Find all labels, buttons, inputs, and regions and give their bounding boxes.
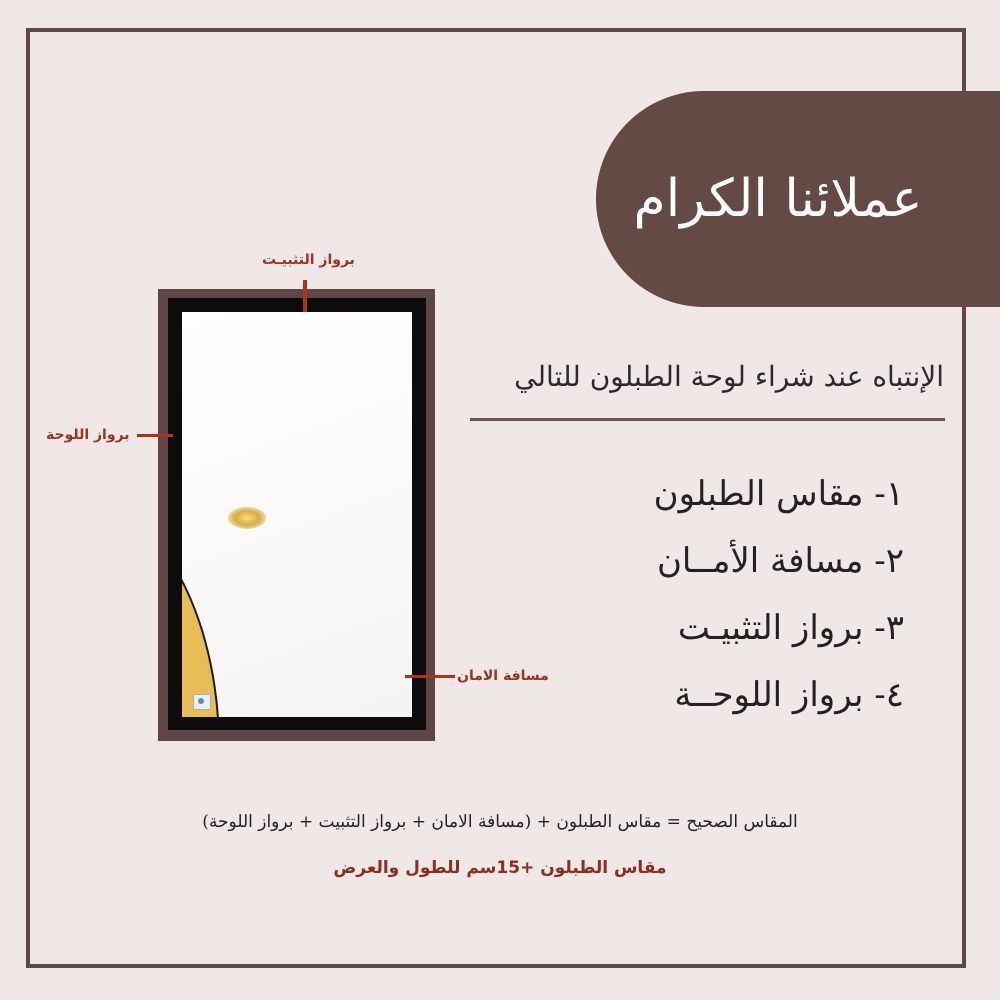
list-item: ٤- برواز اللوحــة bbox=[674, 675, 904, 715]
handle-icon bbox=[228, 507, 266, 529]
callout-line-top bbox=[303, 280, 307, 312]
header-banner bbox=[596, 91, 1000, 307]
checklist bbox=[544, 465, 904, 733]
callout-line-right bbox=[405, 675, 455, 678]
note-text: مقاس الطبلون +15سم للطول والعرض bbox=[333, 858, 667, 878]
list-item: ١- مقاس الطبلون bbox=[653, 474, 904, 514]
meter-panel bbox=[182, 312, 412, 717]
subtitle-divider bbox=[470, 418, 945, 421]
subtitle: الإنتباه عند شراء لوحة الطبلون للتالي bbox=[514, 360, 944, 393]
brand-logo-icon bbox=[193, 694, 211, 710]
callout-panel-frame: برواز اللوحة bbox=[46, 427, 130, 443]
decorative-arc bbox=[182, 498, 220, 717]
callout-line-left bbox=[137, 434, 173, 437]
list-item: ٢- مسافة الأمــان bbox=[656, 541, 904, 581]
callout-safety-gap: مسافة الامان bbox=[457, 668, 549, 684]
list-item: ٣- برواز التثبيـت bbox=[677, 608, 904, 648]
callout-mounting-frame: برواز التثبيـت bbox=[262, 252, 355, 268]
header-title: عملائنا الكرام bbox=[633, 169, 923, 229]
formula-text: المقاس الصحيح = مقاس الطبلون + (مسافة الامان + برواز التثبيت + برواز اللوحة) bbox=[202, 812, 798, 832]
